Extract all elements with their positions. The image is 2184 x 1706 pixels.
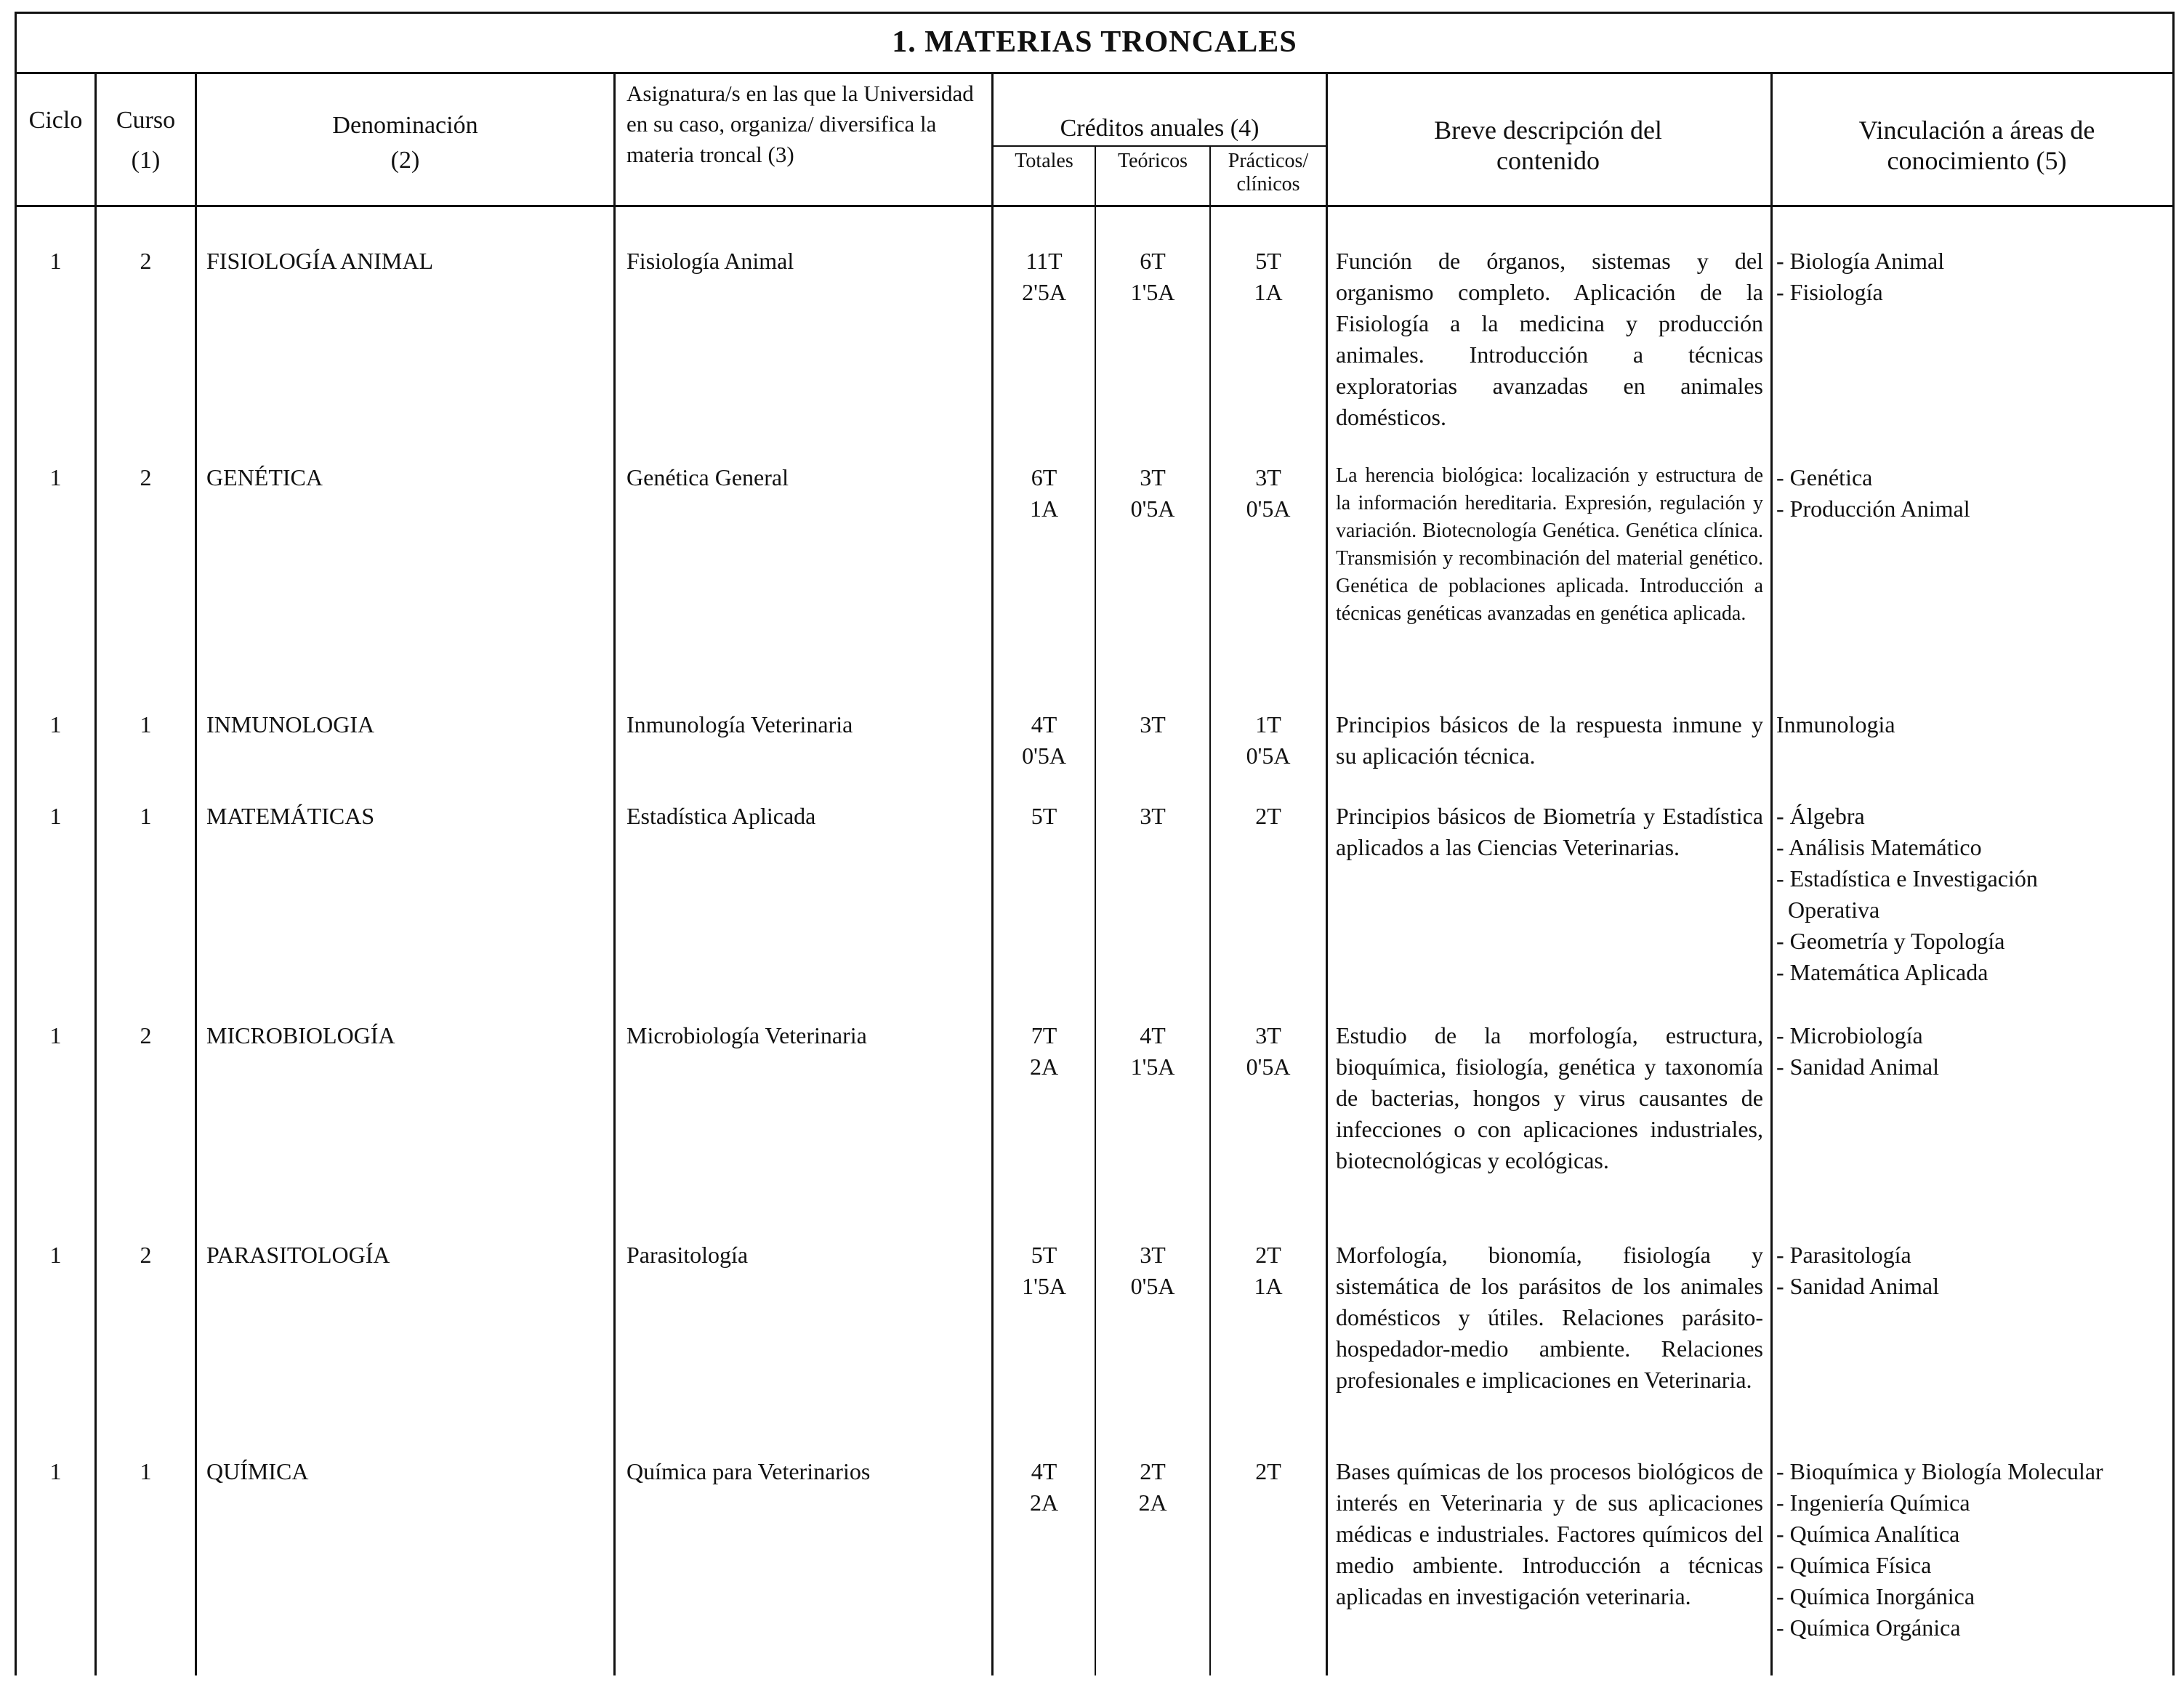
cell-descripcion: Morfología, bionomía, fisiología y sistemática de los parásitos de los animales domésticos y útiles. Relaciones parásito-hospedador-medio ambiente. Relaciones profesionales e implicaciones en Veterinaria. (1336, 1242, 1763, 1393)
cell-descripcion: La herencia biológica: localización y estructura de la información hereditaria. Expresión, regulación y variación. Biotecnología Genética. Genética clínica. Transmisión y recombinación del material genético. Genética de poblaciones aplicada. Introducción a técnicas genéticas avanzadas en genética aplicada. (1336, 464, 1763, 625)
header-totales: Totales (1015, 150, 1073, 172)
cell-denominacion: MATEMÁTICAS (206, 803, 375, 829)
column-divider (1095, 145, 1096, 1675)
cell-teoricos: 4T 1'5A (1130, 1022, 1175, 1080)
header-curso: Curso (116, 107, 176, 134)
cell-asignatura: Parasitología (626, 1242, 749, 1268)
area-item: - Sanidad Animal (1776, 1054, 1939, 1080)
header-asignatura: Asignatura/s en las que la Universidad en su caso, organiza/ diversifica la materia troncal (3) (626, 81, 974, 167)
area-item: - Biología Animal (1776, 248, 1945, 274)
cell-practicos: 5T 1A (1254, 248, 1283, 305)
cell-totales: 5T (1031, 803, 1057, 829)
cell-curso: 2 (140, 248, 152, 274)
cell-ciclo: 1 (49, 803, 62, 829)
cell-curso: 2 (140, 464, 152, 490)
cell-denominacion: PARASITOLOGÍA (206, 1242, 390, 1268)
column-divider (195, 74, 197, 1675)
header-vinculacion: Vinculación a áreas de conocimiento (5) (1858, 116, 2095, 175)
cell-curso: 2 (140, 1022, 152, 1048)
cell-curso: 1 (140, 803, 152, 829)
cell-descripcion: Función de órganos, sistemas y del organismo completo. Aplicación de la Fisiología a la medicina y producción animales. Introducción a técnicas exploratorias avanzadas en animales domésticos. (1336, 248, 1763, 430)
area-item: - Estadística e Investigación (1776, 865, 2038, 892)
cell-totales: 6T 1A (1029, 464, 1059, 522)
cell-descripcion: Bases químicas de los procesos biológicos de interés en Veterinaria y de sus aplicaciones médicas e industriales. Factores químicos del medio ambiente. Introducción a técnicas aplicadas en investigación veterinaria. (1336, 1458, 1763, 1609)
cell-teoricos: 6T 1'5A (1130, 248, 1175, 305)
area-item: - Química Orgánica (1776, 1614, 1961, 1641)
cell-totales: 4T 0'5A (1022, 711, 1066, 769)
cell-asignatura: Estadística Aplicada (626, 803, 816, 829)
cell-practicos: 3T 0'5A (1246, 1022, 1291, 1080)
cell-asignatura: Inmunología Veterinaria (626, 711, 853, 737)
column-divider (991, 74, 994, 1675)
cell-practicos: 2T 1A (1254, 1242, 1283, 1299)
cell-ciclo: 1 (49, 1242, 62, 1268)
cell-ciclo: 1 (49, 711, 62, 737)
area-item: - Química Analítica (1776, 1521, 1960, 1547)
cell-areas (1776, 1240, 2172, 1302)
header-curso-note: (1) (131, 147, 161, 174)
cell-curso: 2 (140, 1242, 152, 1268)
cell-areas (1776, 801, 2172, 988)
cell-ciclo: 1 (49, 464, 62, 490)
cell-teoricos: 3T (1140, 711, 1166, 737)
cell-teoricos: 3T 0'5A (1130, 1242, 1175, 1299)
cell-teoricos: 3T 0'5A (1130, 464, 1175, 522)
area-item: - Microbiología (1776, 1022, 1923, 1048)
cell-practicos: 3T 0'5A (1246, 464, 1291, 522)
area-item: - Parasitología (1776, 1242, 1911, 1268)
area-item: - Matemática Aplicada (1776, 959, 1988, 985)
cell-practicos: 2T (1255, 803, 1281, 829)
cell-denominacion: FISIOLOGÍA ANIMAL (206, 248, 433, 274)
area-item: - Ingeniería Química (1776, 1489, 1970, 1516)
column-divider (1326, 74, 1328, 1675)
cell-areas (1776, 709, 2172, 740)
area-item: - Sanidad Animal (1776, 1273, 1939, 1299)
cell-asignatura: Genética General (626, 464, 789, 490)
cell-denominacion: INMUNOLOGIA (206, 711, 375, 737)
cell-ciclo: 1 (49, 1458, 62, 1484)
cell-practicos: 2T (1255, 1458, 1281, 1484)
cell-areas (1776, 1456, 2172, 1644)
area-item: - Álgebra (1776, 803, 1865, 829)
cell-totales: 11T 2'5A (1022, 248, 1066, 305)
area-item: - Geometría y Topología (1776, 928, 2005, 954)
cell-teoricos: 2T 2A (1138, 1458, 1167, 1516)
area-item: - Fisiología (1776, 279, 1883, 305)
column-divider (613, 74, 616, 1675)
cell-descripcion: Principios básicos de Biometría y Estadística aplicados a las Ciencias Veterinarias. (1336, 803, 1763, 860)
cell-descripcion: Estudio de la morfología, estructura, bioquímica, fisiología, genética y taxonomía de bacterias, hongos y virus causantes de infecciones o con aplicaciones industriales, biotecnológicas y ecológicas. (1336, 1022, 1763, 1173)
area-item: - Bioquímica y Biología Molecular (1776, 1458, 2103, 1484)
cell-totales: 4T 2A (1029, 1458, 1059, 1516)
cell-asignatura: Fisiología Animal (626, 248, 794, 274)
area-item: - Producción Animal (1776, 496, 1970, 522)
cell-areas (1776, 462, 2172, 525)
cell-denominacion: MICROBIOLOGÍA (206, 1022, 395, 1048)
cell-ciclo: 1 (49, 1022, 62, 1048)
header-denominacion-note: (2) (390, 147, 420, 174)
cell-denominacion: GENÉTICA (206, 464, 323, 490)
cell-practicos: 1T 0'5A (1246, 711, 1291, 769)
cell-descripcion: Principios básicos de la respuesta inmune y su aplicación técnica. (1336, 711, 1763, 769)
area-item: - Análisis Matemático (1776, 834, 1982, 860)
cell-denominacion: QUÍMICA (206, 1458, 309, 1484)
header-ciclo: Ciclo (28, 107, 83, 134)
cell-asignatura: Microbiología Veterinaria (626, 1022, 867, 1048)
cell-ciclo: 1 (49, 248, 62, 274)
cell-teoricos: 3T (1140, 803, 1166, 829)
header-descripcion: Breve descripción del contenido (1434, 116, 1662, 175)
cell-curso: 1 (140, 711, 152, 737)
header-denominacion: Denominación (332, 112, 478, 139)
header-practicos: Prácticos/ clínicos (1228, 150, 1309, 195)
area-item: Operativa (1776, 897, 1880, 923)
page-title: 1. MATERIAS TRONCALES (15, 12, 2175, 74)
cell-curso: 1 (140, 1458, 152, 1484)
area-item: - Genética (1776, 464, 1873, 490)
credits-subheader-divider (991, 145, 1326, 147)
cell-areas (1776, 246, 2172, 308)
cell-asignatura: Química para Veterinarios (626, 1458, 871, 1484)
cell-areas (1776, 1020, 2172, 1083)
area-item: Inmunologia (1776, 711, 1895, 737)
header-teoricos: Teóricos (1117, 150, 1188, 172)
column-divider (94, 74, 97, 1675)
column-divider (1770, 74, 1773, 1675)
area-item: - Química Física (1776, 1552, 1932, 1578)
header-creditos: Créditos anuales (4) (1060, 115, 1260, 142)
column-divider (1209, 145, 1211, 1675)
cell-totales: 7T 2A (1029, 1022, 1059, 1080)
area-item: - Química Inorgánica (1776, 1583, 1975, 1609)
cell-totales: 5T 1'5A (1022, 1242, 1066, 1299)
